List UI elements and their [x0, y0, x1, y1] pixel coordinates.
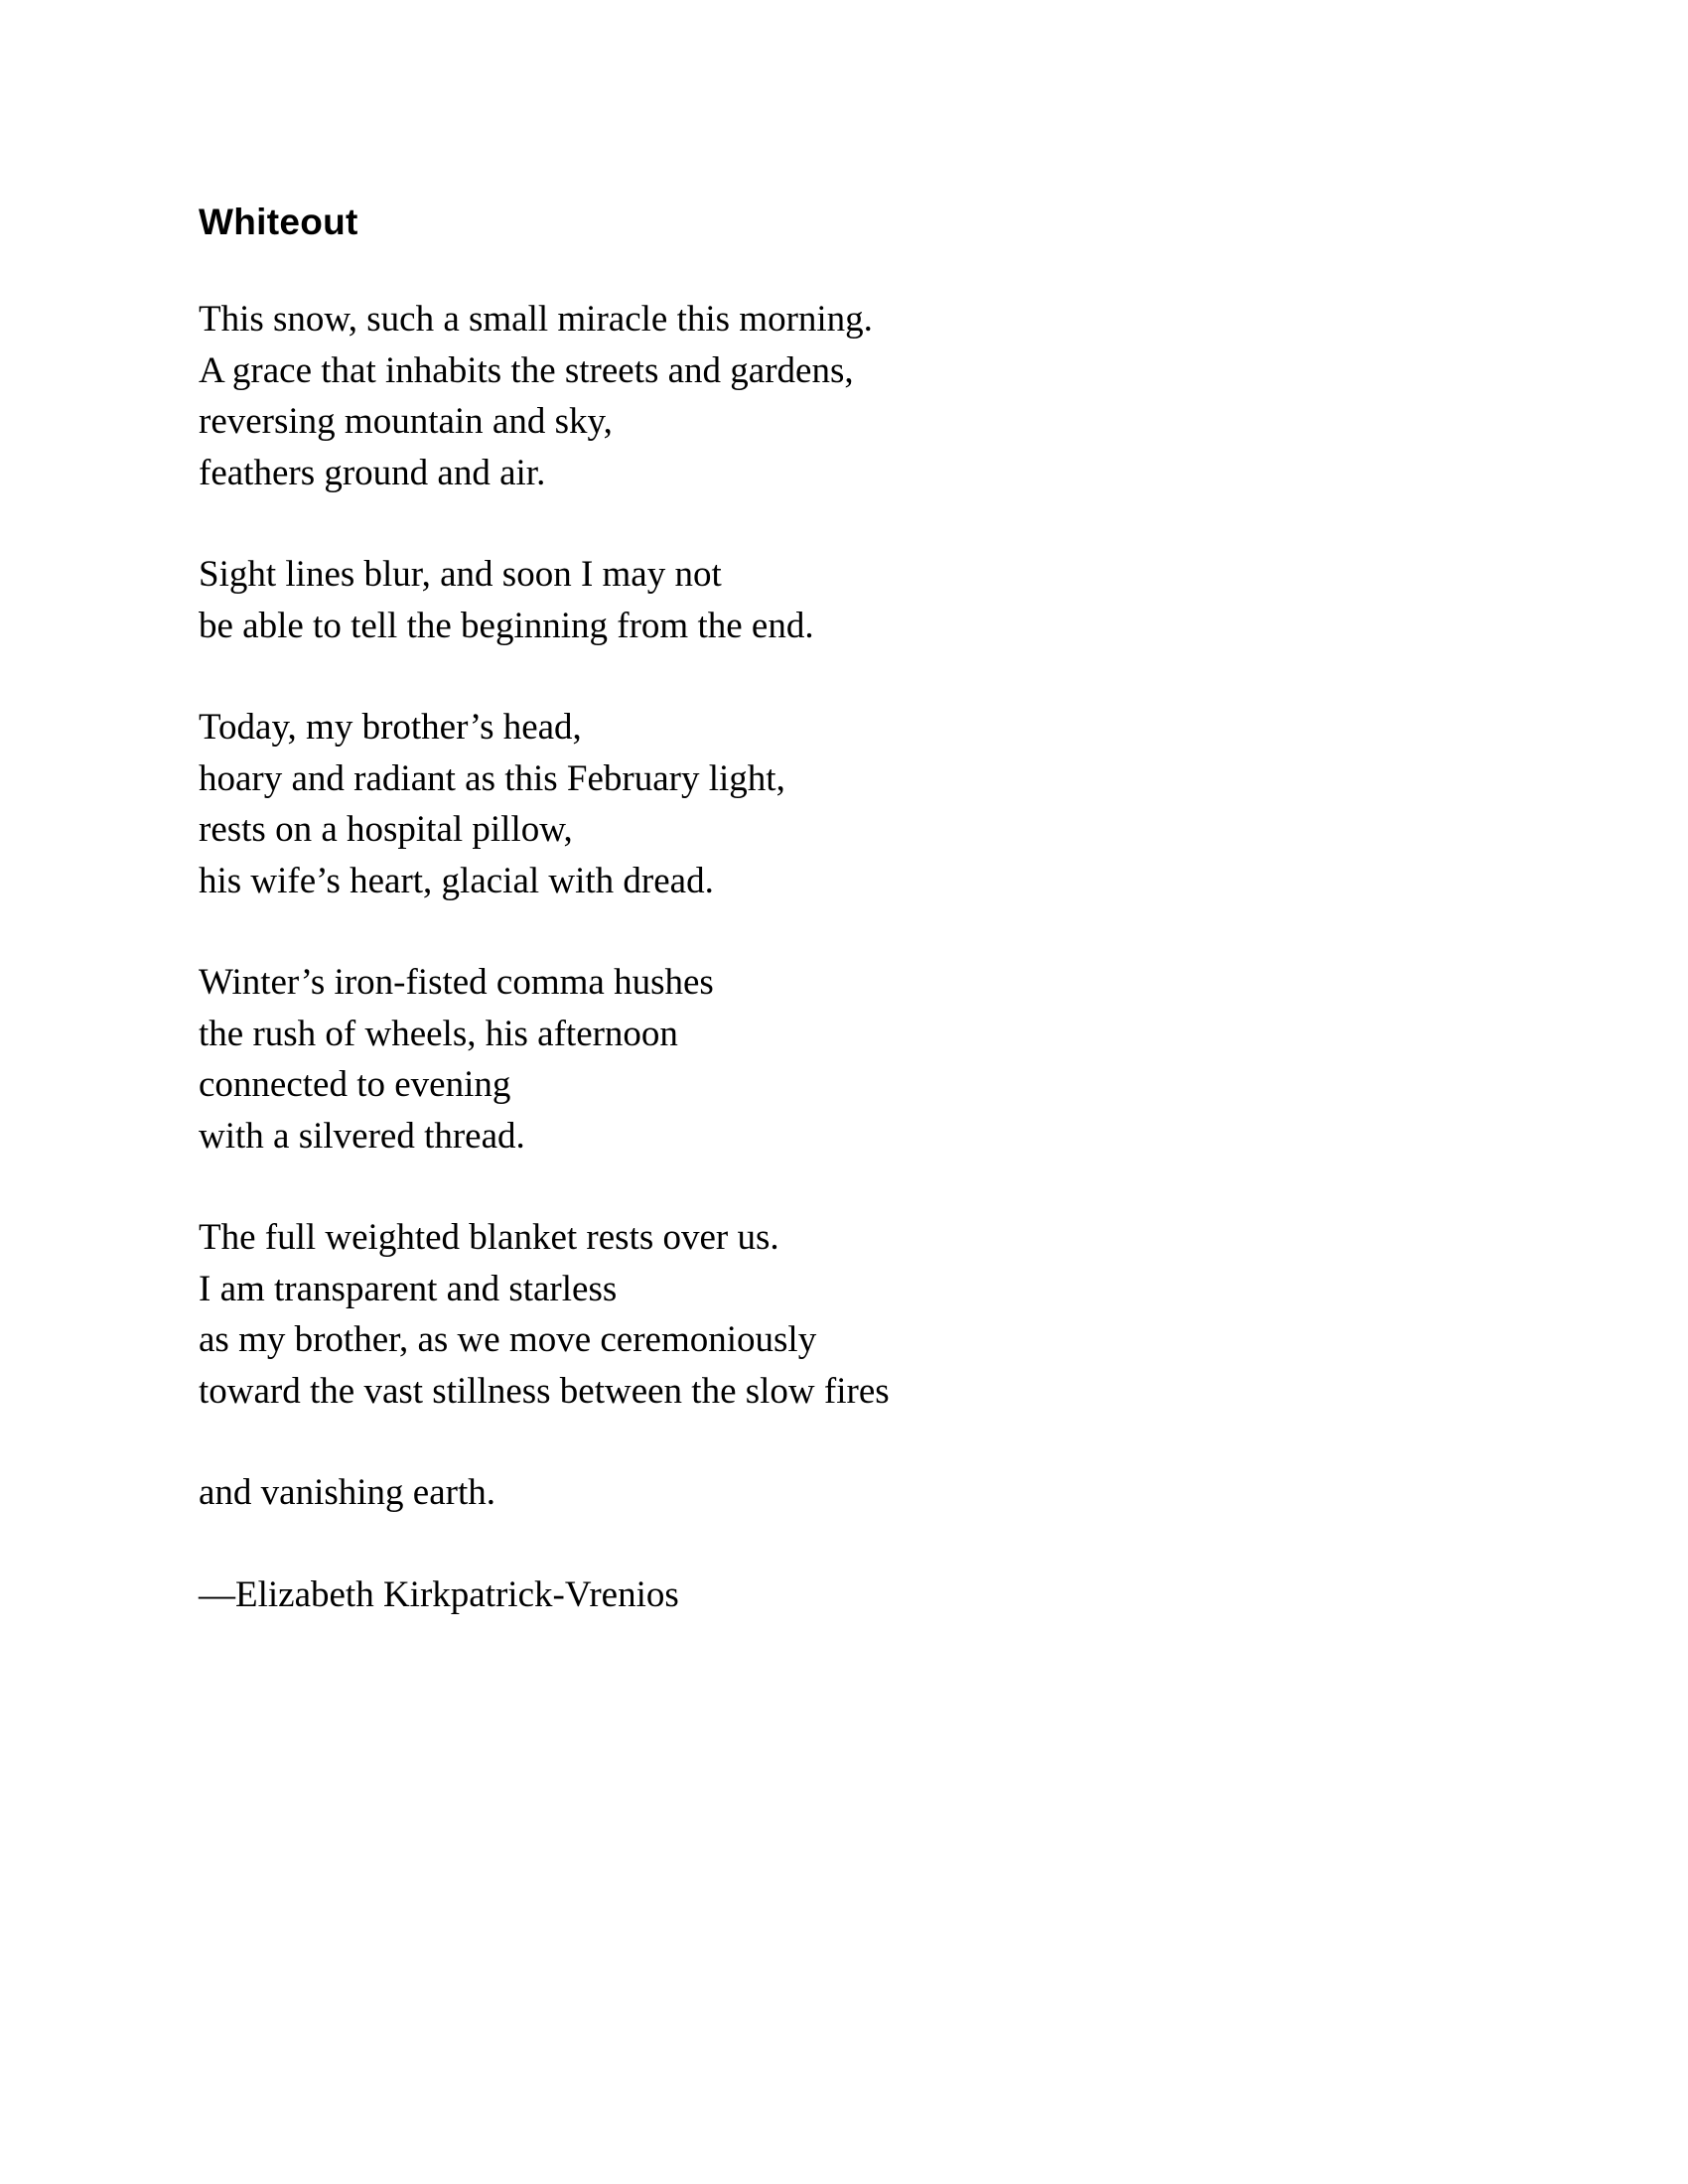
poem-line: The full weighted blanket rests over us.	[199, 1217, 779, 1258]
poem-line: and vanishing earth.	[199, 1472, 495, 1513]
stanza-4	[199, 957, 1489, 1161]
poem-line: Today, my brother’s head,	[199, 707, 582, 748]
poem-line: This snow, such a small miracle this morning.	[199, 299, 873, 340]
poem-line: reversing mountain and sky,	[199, 401, 613, 442]
stanza-5	[199, 1212, 1489, 1417]
poem-body	[199, 195, 1489, 1620]
poem-line: I am transparent and starless	[199, 1268, 618, 1309]
poem-line: with a silvered thread.	[199, 1115, 525, 1157]
stanza-3	[199, 702, 1489, 906]
stanza-2	[199, 549, 1489, 651]
poem-line: connected to evening	[199, 1064, 511, 1105]
poem-line: A grace that inhabits the streets and gardens,	[199, 349, 854, 391]
poem-line: toward the vast stillness between the slow fires	[199, 1370, 890, 1412]
stanza-1	[199, 294, 1489, 498]
poem-line: the rush of wheels, his afternoon	[199, 1013, 678, 1054]
poem-title: Whiteout	[199, 202, 358, 242]
poem-line: feathers ground and air.	[199, 452, 546, 493]
poem-line: as my brother, as we move ceremoniously	[199, 1319, 817, 1360]
poem-line: rests on a hospital pillow,	[199, 809, 573, 850]
poem-line: his wife’s heart, glacial with dread.	[199, 860, 714, 901]
stanza-6	[199, 1467, 1489, 1519]
poem-line: be able to tell the beginning from the end.	[199, 605, 814, 646]
poem-line: hoary and radiant as this February light,	[199, 757, 785, 799]
poem-line: Sight lines blur, and soon I may not	[199, 554, 722, 595]
poem-attribution: —Elizabeth Kirkpatrick-Vrenios	[199, 1573, 679, 1615]
poem-line: Winter’s iron-fisted comma hushes	[199, 962, 714, 1003]
